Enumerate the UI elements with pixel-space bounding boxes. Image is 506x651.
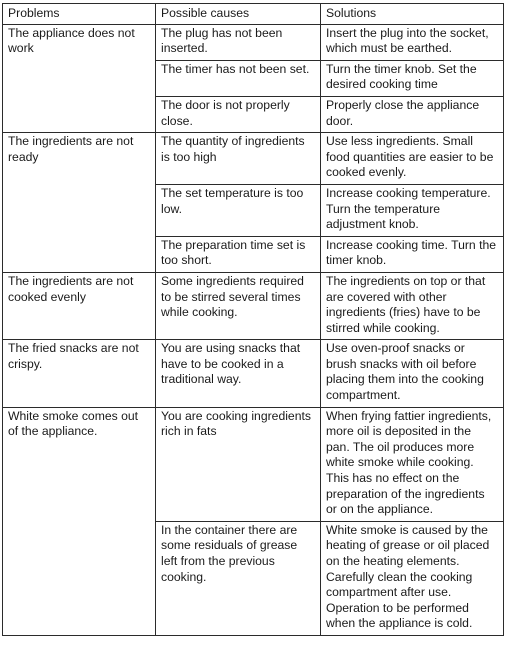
solution-cell: The ingredients on top or that are covered with other ingredients (fries) have to be stirred while cooking.: [321, 272, 504, 339]
problem-cell: The appliance does not work: [3, 24, 156, 133]
header-solutions: Solutions: [321, 4, 504, 25]
cause-cell: The set temperature is too low.: [156, 184, 321, 236]
troubleshooting-table: [2, 3, 504, 636]
cause-cell: You are using snacks that have to be cooked in a traditional way.: [156, 340, 321, 407]
solution-cell: Use oven-proof snacks or brush snacks with oil before placing them into the cooking compartment.: [321, 340, 504, 407]
cause-cell: The door is not properly close.: [156, 96, 321, 132]
solution-cell: When frying fattier ingredients, more oil is deposited in the pan. The oil produces more white smoke while cooking. This has no effect on the preparation of the ingredients or on the appliance.: [321, 407, 504, 521]
solution-cell: Increase cooking temperature. Turn the temperature adjustment knob.: [321, 184, 504, 236]
solution-cell: Properly close the appliance door.: [321, 96, 504, 132]
cause-cell: Some ingredients required to be stirred several times while cooking.: [156, 272, 321, 339]
solution-cell: Turn the timer knob. Set the desired cooking time: [321, 60, 504, 96]
cause-cell: You are cooking ingredients rich in fats: [156, 407, 321, 521]
cause-cell: In the container there are some residuals of grease left from the previous cooking.: [156, 521, 321, 635]
header-problems: Problems: [3, 4, 156, 25]
problem-cell: White smoke comes out of the appliance.: [3, 407, 156, 635]
cause-cell: The plug has not been inserted.: [156, 24, 321, 60]
cause-cell: The preparation time set is too short.: [156, 236, 321, 272]
solution-cell: Increase cooking time. Turn the timer knob.: [321, 236, 504, 272]
table-row: [3, 340, 504, 407]
problem-cell: The ingredients are not ready: [3, 133, 156, 273]
header-possible-causes: Possible causes: [156, 4, 321, 25]
header-row: [3, 4, 504, 25]
solution-cell: Insert the plug into the socket, which must be earthed.: [321, 24, 504, 60]
problem-cell: The fried snacks are not crispy.: [3, 340, 156, 407]
table-row: [3, 407, 504, 521]
table-row: [3, 272, 504, 339]
table-row: [3, 24, 504, 60]
table-row: [3, 133, 504, 185]
solution-cell: White smoke is caused by the heating of grease or oil placed on the heating elements. Carefully clean the cooking compartment after use. Operation to be performed when the appliance is cold.: [321, 521, 504, 635]
problem-cell: The ingredients are not cooked evenly: [3, 272, 156, 339]
solution-cell: Use less ingredients. Small food quantities are easier to be cooked evenly.: [321, 133, 504, 185]
cause-cell: The quantity of ingredients is too high: [156, 133, 321, 185]
cause-cell: The timer has not been set.: [156, 60, 321, 96]
